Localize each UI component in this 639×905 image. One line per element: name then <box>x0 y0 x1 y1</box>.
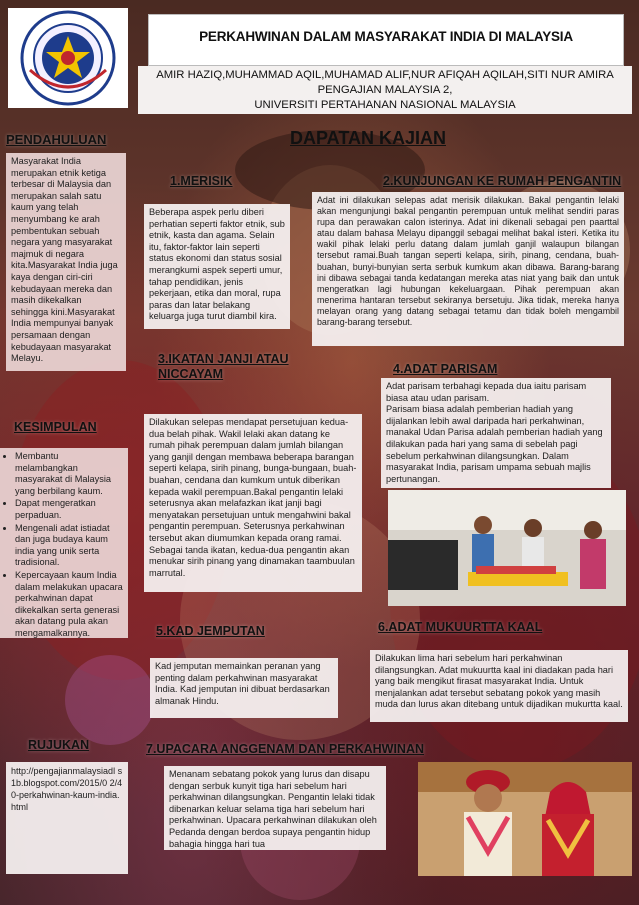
ikatan-title-line1: 3.IKATAN JANJI ATAU <box>158 352 289 366</box>
kunjungan-title: 2.KUNJUNGAN KE RUMAH PENGANTIN <box>383 174 622 188</box>
parisam-photo <box>388 490 626 606</box>
crest-icon <box>8 8 128 108</box>
kesimpulan-title: KESIMPULAN <box>14 420 97 434</box>
ikatan-title <box>158 352 289 382</box>
kesimpulan-item: • Kepercayaan kaum India dalam melakukan upacara perkahwinan dapat dikekalkan serta generasi akan datang pula akan mengamalkannya. <box>15 570 123 640</box>
parisam-text <box>381 378 611 488</box>
dapatan-title: DAPATAN KAJIAN <box>290 128 446 148</box>
parisam-text-1: Adat parisam terbahagi kepada dua iaitu parisam biasa atau udan parisam. <box>386 381 587 403</box>
kesimpulan-item: • Dapat mengeratkan perpaduan. <box>15 498 123 521</box>
upacara-text: Menanam sebatang pokok yang lurus dan disapu dengan serbuk kunyit tiga hari sebelum hari perkahwinan dilangsungkan. Pengantin lelaki tidak dibenarkan keluar selama tiga hari sebelum hari perkahwinan. Upacara perkahwinan dilakukan oleh Pedanda dengan berdoa supaya pengantin hidup bahagia hingga hari tua <box>164 766 386 850</box>
university-logo <box>8 8 128 108</box>
kesimpulan-list <box>0 448 128 638</box>
authors-block <box>138 66 632 114</box>
mukuurtta-text: Dilakukan lima hari sebelum hari perkahwinan dilangsungkan. Adat mukuurtta kaal ini diadakan pada hari yang baik mengikut firasat masyarakat India. Untuk menjalankan adat tersebut sebatang pokok yang masih muda dan lurus akan ditebang untuk dijadikan mukurtta kaal. <box>370 650 628 722</box>
pendahuluan-text: Masyarakat India merupakan etnik ketiga terbesar di Malaysia dan merupakan salah satu kaum yang telah menyumbang ke arah pembentukan sebuah negara yang masyarakat majmuk di negara kita.Masyarakat India juga kaya dengan ciri-ciri kebudayaan mereka dan masih dikekalkan sehingga kini.Masyarakat India mempunyai banyak persamaan dengan kebudayaan masyarakat Melayu. <box>6 153 126 371</box>
poster-header <box>148 14 624 66</box>
merisik-text: Beberapa aspek perlu diberi perhatian seperti faktor etnik, sub etnik, kasta dan agama. Selain itu, faktor-faktor lain seperti status ekonomi dan status sosial merangkumi aspek seperti umur, tahap pendidikan, jenis pekerjaan, etika dan moral, rupa paras dan latar belakang keluarga juga turut diambil kira. <box>144 204 290 329</box>
rujukan-text[interactable]: http://pengajianmalaysiadl s1b.blogspot.com/2015/0 2/40-perkahwinan-kaum-india.html <box>6 762 128 874</box>
rujukan-title: RUJUKAN <box>28 738 90 752</box>
couple-photo-icon <box>418 762 632 876</box>
pendahuluan-title: PENDAHULUAN <box>6 132 107 147</box>
ikatan-title-line2: NICCAYAM <box>158 367 224 381</box>
course-name: PENGAJIAN MALAYSIA 2, <box>317 84 453 96</box>
gift-exchange-photo-icon <box>388 490 626 606</box>
parisam-text-2: Parisam biasa adalah pemberian hadiah yang dijalankan lebih awal daripada hari perkahwinan, manakal Udan Parisa adalah pemberian hadiah yang dilakukan pada hari yang sama di sebelah pagi sebelum perkahwinan dilangsungkan. Dalam masyarakat India, parisam umpama sebuah majlis pertunangan. <box>386 404 603 484</box>
poster-title: PERKAHWINAN DALAM MASYARAKAT INDIA DI MALAYSIA <box>199 29 573 44</box>
kesimpulan-item: • Mengenali adat istiadat dan juga budaya kaum india yang unik serta tradisional. <box>15 523 123 569</box>
university-name: UNIVERSITI PERTAHANAN NASIONAL MALAYSIA <box>254 99 516 111</box>
ikatan-text: Dilakukan selepas mendapat persetujuan kedua-dua belah pihak. Wakil lelaki akan datang ke rumah pihak perempuan dalam jumlah bilangan yang ganjil dengan membawa beberapa barangan seperti kelapa, sirih pinang, bunga-bungaan, buah-buahan, cendana dan kumkum untuk diberikan kepada wakil perempuan.Bakal pengantin lelaki seterusnya akan melafazkan ikat janji bagi menyatakan persetujuan untuk mengahwini bakal pengantin perempuan. Seterusnya perkahwinan tersebut akan diumumkan kepada orang ramai. Sebagai tanda ikatan, kedua-dua pengantin akan menukar sirih pinang yang dinamakan taambuulan marrutal. <box>144 414 362 592</box>
author-names: AMIR HAZIQ,MUHAMMAD AQIL,MUHAMAD ALIF,NUR AFIQAH AQILAH,SITI NUR AMIRA <box>156 69 614 81</box>
wedding-couple-photo <box>418 762 632 876</box>
mukuurtta-title: 6.ADAT MUKUURTTA KAAL <box>378 620 543 634</box>
jemputan-text: Kad jemputan memainkan peranan yang penting dalam perkahwinan masyarakat India. Kad jemputan ini dibuat berdasarkan almanak Hindu. <box>150 658 338 718</box>
upacara-title: 7.UPACARA ANGGENAM DAN PERKAHWINAN <box>146 742 425 756</box>
jemputan-title: 5.KAD JEMPUTAN <box>156 624 265 638</box>
kesimpulan-item: • Membantu melambangkan masyarakat di Malaysia yang berbilang kaum. <box>15 451 123 497</box>
merisik-title: 1.MERISIK <box>170 174 233 188</box>
kunjungan-text: Adat ini dilakukan selepas adat merisik dilakukan. Bakal pengantin lelaki akan mengunjungi bakal pengantin perempuan untuk melihat sendiri paras rupa dan perawakan calon isterinya. Adat ini dikenali sebagai pen paarttal atau dalam bahasa Melayu dipanggil sebagai melihat bakal isteri. Ketika itu wakil pihak lelaki perlu datang dalam jumlah ganjil walaupun bilangan tersebut ramai.Buah tangan seperti kelapa, sirih, pinang, cendana, buah-buahan, bunyi-bunyian serta serbuk kumkum akan dibawa. Barang-barang ini dibawa sebagai tanda kedatangan mereka atas niat yang baik dan untuk mengeratkan lagi hubungan kekeluargaan. Pihak perempuan akan menerima hantaran tersebut sekiranya bersetuju. Jika tidak, mereka hanya melayan orang yang datang sebagai tetamu dan tidak boleh mengambil barang-barang tersebut. <box>312 192 624 346</box>
parisam-title: 4.ADAT PARISAM <box>393 362 498 376</box>
